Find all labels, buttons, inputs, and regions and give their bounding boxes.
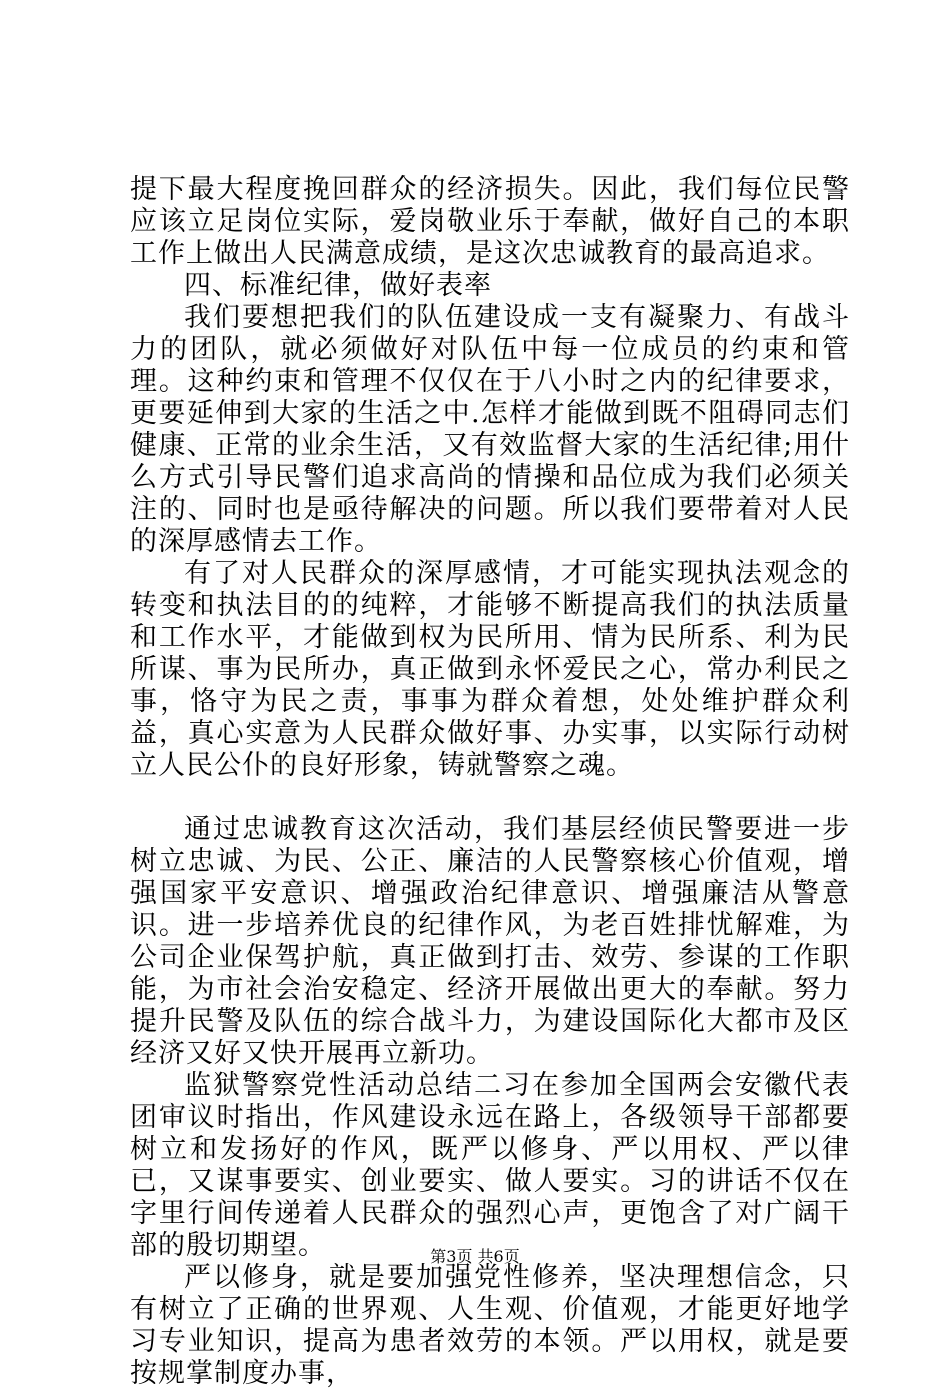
paragraph: 有了对人民群众的深厚感情，才可能实现执法观念的转变和执法目的的纯粹，才能够不断提高我们的执法质量和工作水平，才能做到权为民所用、情为民所系、利为民所谋、事为民所办，真正做到永怀爱民之心，常办利民之事，恪守为民之责，事事为群众着想，处处维护群众利益，真心实意为人民群众做好事、办实事，以实际行动树立人民公仆的良好形象，铸就警察之魂。	[130, 558, 850, 781]
paragraph: 我们要想把我们的队伍建设成一支有凝聚力、有战斗力的团队，就必须做好对队伍中每一位成员的约束和管理。这种约束和管理不仅仅在于八小时之内的纪律要求，更要延伸到大家的生活之中.怎样才能做到既不阻碍同志们健康、正常的业余生活，又有效监督大家的生活纪律;用什么方式引导民警们追求高尚的情操和品位成为我们必须关注的、同时也是亟待解决的问题。所以我们要带着对人民的深厚感情去工作。	[130, 302, 850, 557]
paragraph: 严以修身，就是要加强党性修养，坚决理想信念，只有树立了正确的世界观、人生观、价值观，才能更好地学习专业知识，提高为患者效劳的本领。严以用权，就是要按规掌制度办事，	[130, 1262, 850, 1389]
paragraph-continuation: 提下最大程度挽回群众的经济损失。因此，我们每位民警应该立足岗位实际，爱岗敬业乐于奉献，做好自己的本职工作上做出人民满意成绩，是这次忠诚教育的最高追求。	[130, 174, 850, 269]
paragraph: 监狱警察党性活动总结二习在参加全国两会安徽代表团审议时指出，作风建设永远在路上，各级领导干部都要树立和发扬好的作风，既严以修身、严以用权、严以律已，又谋事要实、创业要实、做人要实。习的讲话不仅在字里行间传递着人民群众的强烈心声，更饱含了对广阔干部的殷切期望。	[130, 1070, 850, 1261]
page-number-footer: 第3页 共6页	[430, 1247, 520, 1266]
document-body	[130, 174, 850, 1390]
section-heading: 四、标准纪律，做好表率	[184, 270, 492, 301]
paragraph: 通过忠诚教育这次活动，我们基层经侦民警要进一步树立忠诚、为民、公正、廉洁的人民警察核心价值观，增强国家平安意识、增强政治纪律意识、增强廉洁从警意识。进一步培养优良的纪律作风，为老百姓排忧解难，为公司企业保驾护航，真正做到打击、效劳、参谋的工作职能，为市社会治安稳定、经济开展做出更大的奉献。努力提升民警及队伍的综合战斗力，为建设国际化大都市及区经济又好又快开展再立新功。	[130, 814, 850, 1069]
